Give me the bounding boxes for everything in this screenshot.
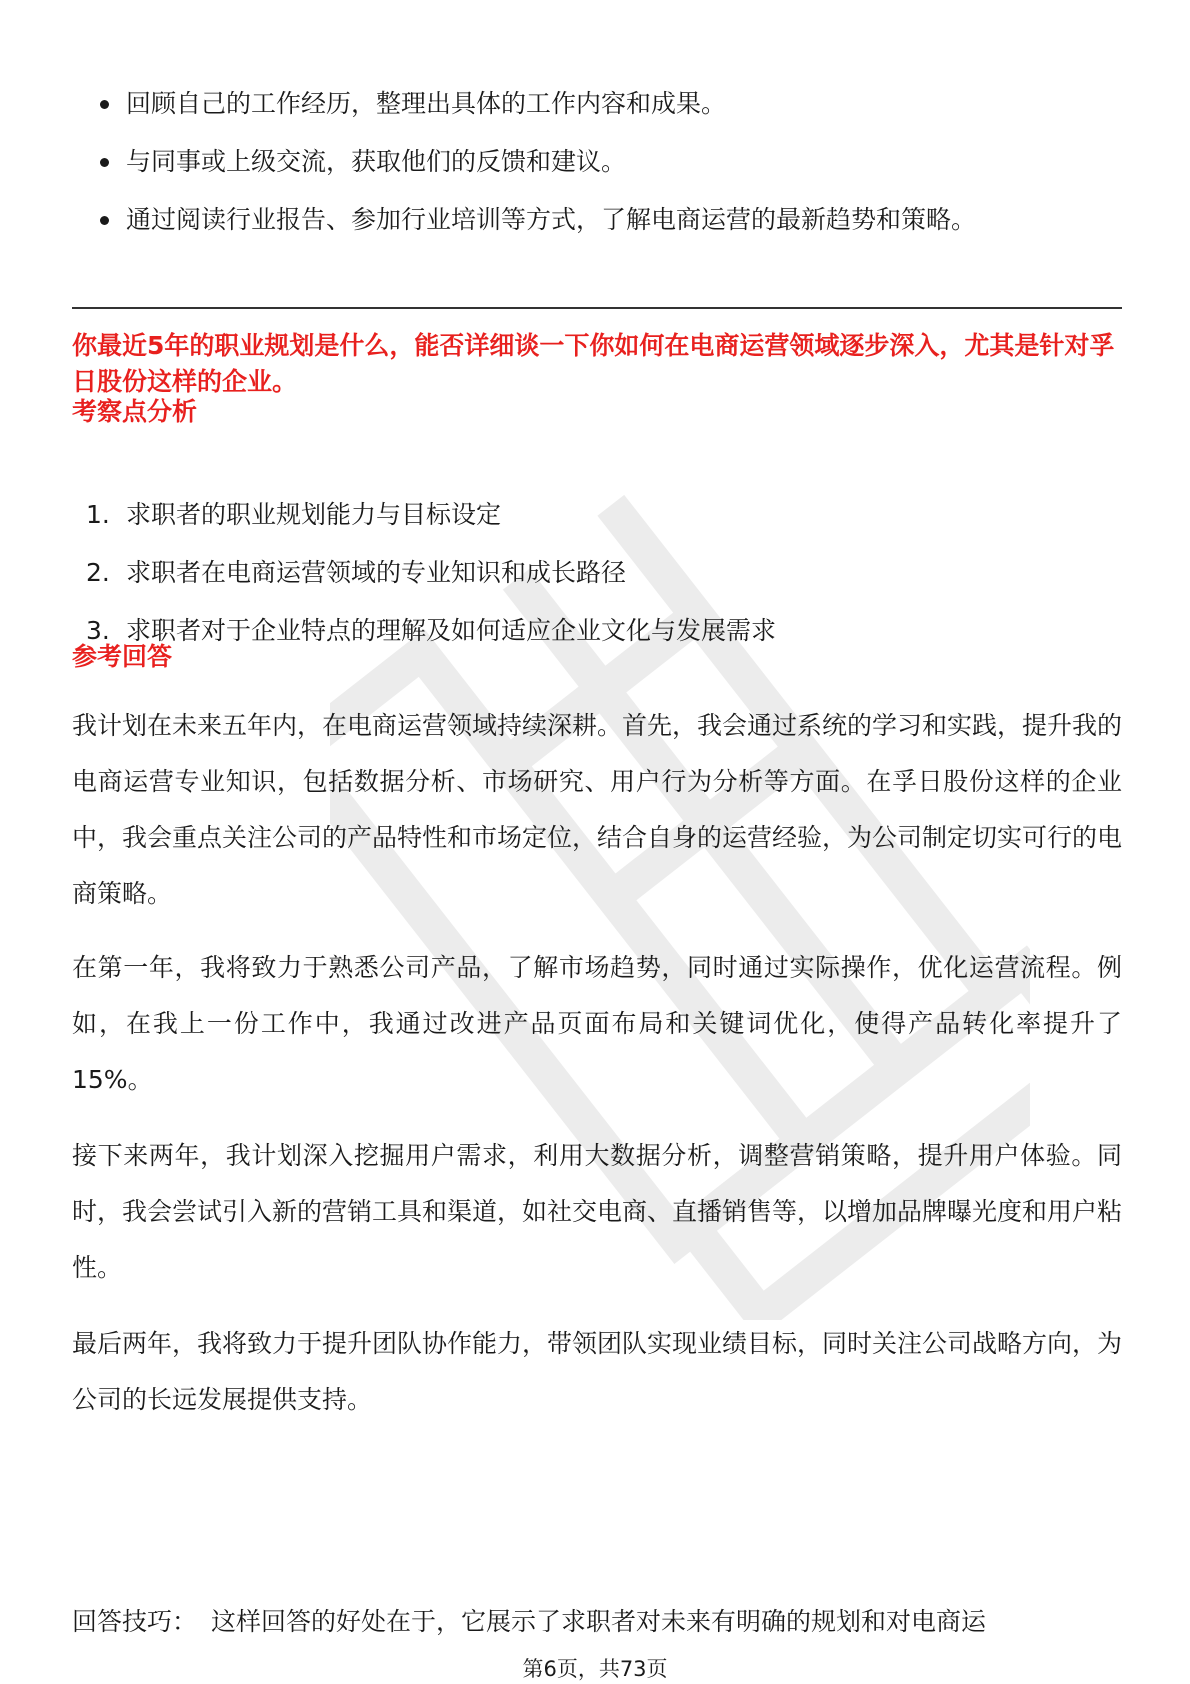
analysis-heading: 考察点分析 <box>72 397 198 426</box>
page-number: 第6页，共73页 <box>522 1657 668 1681</box>
answer-heading: 参考回答 <box>72 642 173 671</box>
bullet-dot-icon <box>100 216 109 225</box>
answer-tip <box>72 1606 1122 1638</box>
list-item: 3. 求职者对于企业特点的理解及如何适应企业文化与发展需求 <box>86 616 777 645</box>
bullet-list <box>72 88 1122 262</box>
list-item: 与同事或上级交流，获取他们的反馈和建议。 <box>72 146 1122 178</box>
interview-question: 你最近5年的职业规划是什么，能否详细谈一下你如何在电商运营领域逐步深入，尤其是针对孚日股份这样的企业。 <box>72 331 1115 396</box>
analysis-list <box>72 499 1122 673</box>
list-item: 2. 求职者在电商运营领域的专业知识和成长路径 <box>86 558 627 587</box>
tip-label: 回答技巧： <box>72 1607 198 1636</box>
bullet-dot-icon <box>100 158 109 167</box>
tip-text: 这样回答的好处在于，它展示了求职者对未来有明确的规划和对电商运 <box>211 1607 987 1636</box>
list-item: 通过阅读行业报告、参加行业培训等方式，了解电商运营的最新趋势和策略。 <box>72 204 1122 236</box>
section-divider <box>72 307 1122 309</box>
answer-paragraph: 在第一年，我将致力于熟悉公司产品，了解市场趋势，同时通过实际操作，优化运营流程。例如，在我上一份工作中，我通过改进产品页面布局和关键词优化，使得产品转化率提升了15%。 <box>72 953 1122 1094</box>
list-item: 回顾自己的工作经历，整理出具体的工作内容和成果。 <box>72 88 1122 120</box>
answer-paragraph: 我计划在未来五年内，在电商运营领域持续深耕。首先，我会通过系统的学习和实践，提升我的电商运营专业知识，包括数据分析、市场研究、用户行为分析等方面。在孚日股份这样的企业中，我会重点关注公司的产品特性和市场定位，结合自身的运营经验，为公司制定切实可行的电商策略。 <box>72 711 1123 908</box>
document-page <box>72 0 1122 1684</box>
bullet-dot-icon <box>100 100 109 109</box>
answer-paragraph: 接下来两年，我计划深入挖掘用户需求，利用大数据分析，调整营销策略，提升用户体验。同时，我会尝试引入新的营销工具和渠道，如社交电商、直播销售等，以增加品牌曝光度和用户粘性。 <box>72 1141 1123 1282</box>
list-item: 1. 求职者的职业规划能力与目标设定 <box>86 500 502 529</box>
answer-paragraph: 最后两年，我将致力于提升团队协作能力，带领团队实现业绩目标，同时关注公司战略方向，为公司的长远发展提供支持。 <box>72 1329 1123 1414</box>
